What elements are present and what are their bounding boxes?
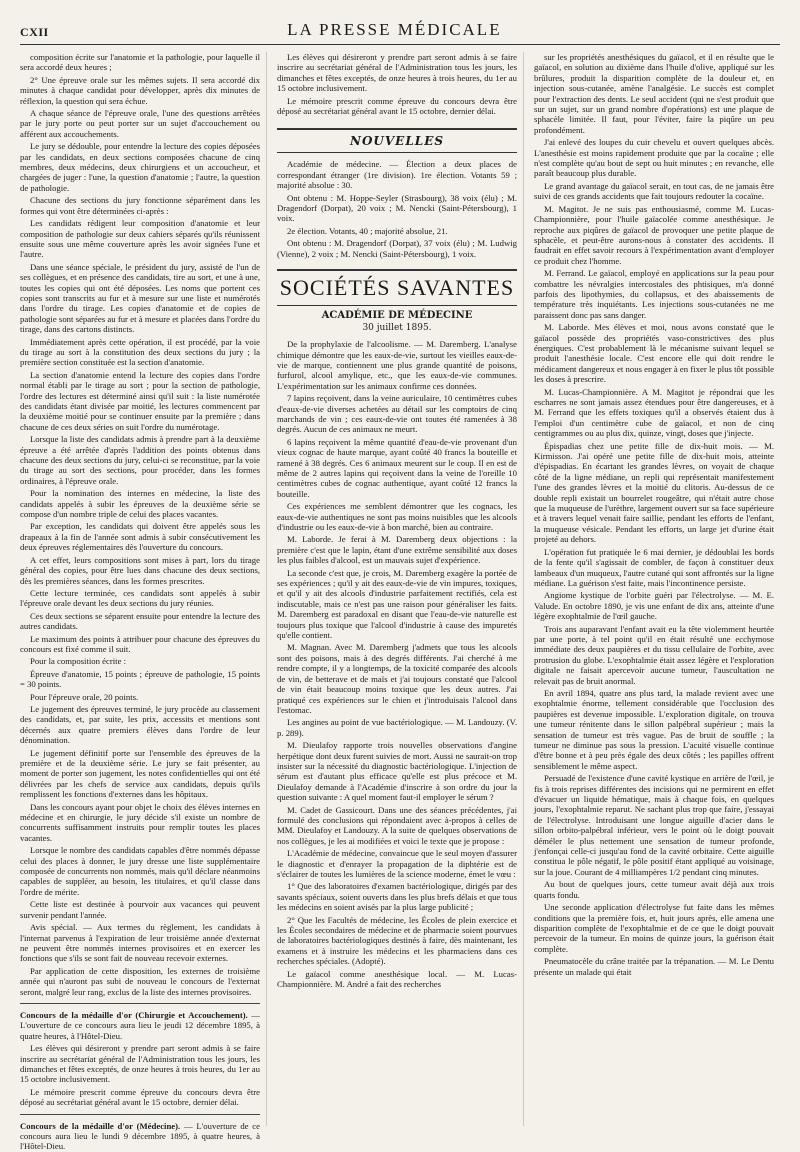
nouvelles-heading: NOUVELLES (277, 128, 517, 153)
article-paragraph: De la prophylaxie de l'alcoolisme. — M. Daremberg. L'analyse chimique démontre que les eaux-de-vie, surtout les vieilles eaux-de-vie de marque, contiennent une plus grande quantité de poisons, furfurol, alcool amylique, etc., que les eaux-de-vie communes. L'expérimentation sur les animaux confirme ces données. (277, 339, 517, 391)
divider (20, 1114, 260, 1115)
concours-chirurgie-inscription: Les élèves qui désireront y prendre part seront admis à se faire inscrire au secrétariat général de l'Administration tous les jours, les dimanches et fêtes exceptés, de onze heures à trois heures, du 1er au 15 octobre inclusivement. (20, 1043, 260, 1085)
article-paragraph: Le jury se dédouble, pour entendre la lecture des copies déposées par les candidats, en deux sections composées chacune de cinq membres, deux médecins, deux chirurgiens et un accoucheur, et chargées de juger : l'une, la question d'anatomie ; l'autre, la question de pathologie. (20, 141, 260, 193)
article-paragraph: J'ai enlevé des loupes du cuir chevelu et ouvert quelques abcès. L'anesthésie est moins rapidement produite que par la cocaïne ; elle n'est complète qu'au bout de sept ou huit minutes ; en revanche, elle paraît beaucoup plus durable. (534, 137, 774, 179)
article-paragraph: 7 lapins reçoivent, dans la veine auriculaire, 10 centimètres cubes d'eaux-de-vie diverses achetées au détail sur les comptoirs de cinq marchands de vin ; ces eaux-de-vie ont toutes été ramenées à 38 degrés. Aucun de ces animaux ne meurt. (277, 393, 517, 435)
article-paragraph: M. Magitot. Je ne suis pas enthousiasmé, comme M. Lucas-Championnière, pour l'huile gaïacolée comme anesthésique. Je reproche aux piqûres de gaïacol de provoquer une petite plaque de sphacèle, et peut-être aurons-nous à constater des accidents. Il faudrait en effet savoir recours à l'expérimentation avant d'employer ce produit chez l'homme. (534, 203, 774, 266)
article-paragraph: Pour la nomination des internes en médecine, la liste des candidats appelés à subir les épreuves de la deuxième série se compose d'un nombre triple de celui des places vacantes. (20, 488, 260, 520)
article-paragraph: M. Dieulafoy rapporte trois nouvelles observations d'angine herpétique dont deux furent suivies de mort. Aussi ne saurait-on trop insister sur la nécessité du diagnostic bactériologique. L'injection de sérum est d'autant plus efficace qu'elle est plus précoce et M. Dieulafoy demande à l'Académie d'inscrire à son ordre du jour la question suivante : A quel moment faut-il employer le sérum ? (277, 740, 517, 803)
article-paragraph: Ces expériences me semblent démontrer que les cognacs, les eaux-de-vie authentiques ne sont pas moins nuisibles que les alcools d'industrie ou les eaux-de-vie à bon marché, bien au contraire. (277, 501, 517, 532)
article-paragraph: Le jugement des épreuves terminé, le jury procède au classement des candidats, et, par suite, les prix, accessits et mentions sont décernés aux quatre premiers élèves dans l'ordre de leur dénomination. (20, 703, 260, 746)
column-right-paragraphs (534, 52, 774, 977)
article-paragraph: Les angines au point de vue bactériologique. — M. Landouzy. (V. p. 289). (277, 717, 517, 738)
nouvelles-paragraph: 2e élection. Votants, 40 ; majorité absolue, 21. (287, 225, 448, 236)
article-paragraph: Immédiatement après cette opération, il est procédé, par la voie du tirage au sort à la constitution des deux sections du jury ; la première section constituée est la section d'anatomie. (20, 336, 260, 368)
article-paragraph: L'Académie de médecine, convaincue que le seul moyen d'assurer le diagnostic et d'enrayer la propagation de la diphtérie est de s'éclairer de toutes les lumières de la science moderne, émet le vœu : (277, 848, 517, 879)
article-paragraph: La section d'anatomie entend la lecture des copies dans l'ordre normal établi par le tirage au sort ; pour la section de pathologie, l'ordre des lectures est déterminé ainsi qu'il suit : la liste numérotée des candidats étant divisée par moitié, les lectures commencent par la deuxième moitié pour se continuer ensuite par la première ; dans chacune de ces deux séries on suit l'ordre du numérotage. (20, 369, 260, 432)
article-paragraph: sur les propriétés anesthésiques du gaïacol, et il en résulte que le gaïacol, en solution au dixième dans l'huile d'olive, appliqué sur les brûlures, produit la disparition complète de la douleur et, en injection sous-cutanée, amène l'analgésie. Le succès est complet pour l'extraction des dents. Le seul accident (qui ne s'est produit que sur un sujet, sur un grand nombre d'opérations) est une plaque de sphacèle limitée. Il faut, pour l'éviter, faire la piqûre un peu profondément. (534, 52, 774, 135)
article-paragraph: Dans une séance spéciale, le président du jury, assisté de l'un de ses collègues, et en présence des candidats, tire au sort, et une à une, toutes les copies qui ont été déposées. Les noms que portent ces copies sont transcrits au fur et à mesure sur une liste et numérotés dans l'ordre du tirage. Les copies d'anatomie et de copies de pathologie sont séparées au fur et à mesure et placées dans l'ordre du tirage, dans des cartons distincts. (20, 261, 260, 335)
article-paragraph: M. Laborde. Mes élèves et moi, nous avons constaté que le gaïacol possède des propriétés vaso-constrictives des plus énergiques. C'est probablement là le mécanisme suivant lequel se produit l'anesthésie locale. C'est encore elle qui doit rendre le médicament dangereux et nous engager à en fixer le plus tôt possible les doses à prescrire. (534, 322, 774, 385)
article-paragraph: Le gaïacol comme anesthésique local. — M. Lucas-Championnière. M. André a fait des recherches (277, 968, 517, 990)
article-paragraph: Dans les concours ayant pour objet le choix des élèves internes en médecine et en chirurgie, le jury décide s'il existe un nombre de concurrents suffisamment instruits pour remplir toutes les places vacantes. (20, 801, 260, 843)
article-paragraph: Épreuve d'anatomie, 15 points ; épreuve de pathologie, 15 points = 30 points. (20, 668, 260, 690)
article-paragraph: M. Magnan. Avec M. Daremberg j'admets que tous les alcools sont des poisons, mais à des degrés différents. J'ai cherché à me rendre compte, il y a longtemps, de la toxicité comparée des alcools de vin, de betterave et de maïs et j'ai toujours constaté que l'alcool de vin était beaucoup moins toxique que les deux autres. J'ai pratiqué ces expériences sur le chien et j'introduisais l'alcool dans l'estomac. (277, 642, 517, 715)
article-paragraph: A chaque séance de l'épreuve orale, l'une des questions arrêtées par le jury porte ou peut porter sur un sujet d'accouchement ou afférent aux accouchements. (20, 108, 260, 139)
journal-title: LA PRESSE MÉDICALE (287, 20, 502, 39)
societes-savantes-heading: SOCIÉTÉS SAVANTES (277, 269, 517, 306)
article-paragraph: 6 lapins reçoivent la même quantité d'eau-de-vie provenant d'un vieux cognac de haute marque, ayant coûté 40 francs la bouteille et ramené à 38 degrés. Ces 6 animaux meurent sur le coup. Il en est de même de 2 autres lapins qui reçoivent dans la veine de l'oreille 10 centimètres cubes de cognac authentique, ayant coûté 12 francs la bouteille. (277, 436, 517, 499)
article-paragraph: Épispadias chez une petite fille de dix-huit mois. — M. Kirmisson. J'ai opéré une petite fille de dix-huit mois, atteinte d'épispadias. En écartant les grandes lèvres, on voyait de chaque côté de la ligne médiane, un repli qui représentait manifestement l'une des grandes lèvres et la moitié du clitoris. Au-dessus de ce double repli existait un bourrelet rougeâtre, qui n'était autre chose que la muqueuse de l'urèthre, largement ouvert sur sa face supérieure et à travers lequel venait faire saillie, pendant les efforts de l'enfant, la muqueuse vésicale. Pendant les efforts, un large jet d'urine était projeté au dehors. (534, 440, 774, 545)
concours-medecine-title: Concours de la médaille d'or (Médecine). (20, 1120, 181, 1131)
divider (20, 1003, 260, 1004)
article-paragraph: Le jugement définitif porte sur l'ensemble des épreuves de la première et de la deuxième série. Le jury se fait présenter, au moment de porter son jugement, les notes confidentielles qui ont été délivrées par les chefs de service aux candidats, depuis qu'ils remplissent les fonctions d'externes dans les hôpitaux. (20, 747, 260, 800)
article-paragraph: composition écrite sur l'anatomie et la pathologie, pour laquelle il sera accordé deux heures ; (20, 52, 260, 73)
article-paragraph: M. Ferrand. Le gaïacol, employé en applications sur la peau pour combattre les névralgies intercostales des phtisiques, m'a donné parfois des lipothymies, du collapsus, et des abaissements de température très inquiétants. Les injections sous-cutanées ne me paraissent donc pas sans danger. (534, 268, 774, 320)
concours-chirurgie-text: — L'ouverture de ce concours aura lieu le jeudi 12 décembre 1895, à quatre heures, à l'Hôtel-Dieu. (20, 1009, 260, 1041)
column-left-paragraphs (20, 52, 260, 997)
article-paragraph: Cette lecture terminée, ces candidats sont appelés à subir l'épreuve orale devant les deux sections du jury réunies. (20, 587, 260, 609)
article-paragraph: Les candidats rédigent leur composition d'anatomie et leur composition de pathologie sur deux cahiers séparés qu'ils réunissent ensuite sous une même couverture après les avoir signées l'une et l'autre. (20, 218, 260, 260)
column-middle (277, 52, 524, 1126)
column-middle-paragraphs (277, 339, 517, 989)
article-paragraph: Chacune des sections du jury fonctionne séparément dans les formes qui vont être déterminées ci-après : (20, 195, 260, 216)
seance-date: 30 juillet 1895. (362, 323, 432, 334)
article-paragraph: A cet effet, leurs compositions sont mises à part, lors du tirage général des copies, pour être lues dans chacune des deux sections, dès les premières séances, dans les formes prescrites. (20, 554, 260, 586)
article-paragraph: La seconde c'est que, je crois, M. Daremberg exagère la portée de ses expériences ; qu'il y ait des eaux-de-vie de vin impures, toxiques, et qu'il y ait des alcools d'industrie parfaitement rectifiés, cela est indiscutable, mais ce n'est pas une raison pour généraliser les faits. M. Daremberg est paradoxal en disant que l'eau-de-vie naturelle est toujours plus toxique que l'alcool d'industrie à cause des impuretés qu'elle contient. (277, 567, 517, 641)
article-paragraph: Une seconde application d'électrolyse fut faite dans les mêmes conditions que la première fois, et, huit jours après, elle amena une disparition complète de l'exophtalmie et de ce que le doigt pouvait percevoir de la tumeur. En moins de quinze jours, la guérison était complète. (534, 902, 774, 954)
article-paragraph: Ces deux sections se séparent ensuite pour entendre la lecture des autres candidats. (20, 610, 260, 632)
column-left (20, 52, 267, 1152)
article-paragraph: Pneumatocèle du crâne traitée par la trépanation. — M. Le Dentu présente un malade qui était (534, 956, 774, 977)
article-paragraph: Avis spécial. — Aux termes du règlement, les candidats à l'internat parvenus à l'expiration de leur troisième année d'externat ne peuvent être nommés internes provisoires et en exercer les fonctions que s'ils se sont fait de nouveau recevoir externes. (20, 922, 260, 964)
article-paragraph: M. Laborde. Je ferai à M. Daremberg deux objections : la première c'est que le lapin, étant d'une extrême sensibilité aux doses les plus faibles d'alcool, est un mauvais sujet d'expérience. (277, 534, 517, 566)
article-paragraph: M. Cadet de Gassicourt. Dans une des séances précédentes, j'ai formulé des conclusions qui répondaient avec à-propos à celles de MM. Dieulafoy et Landouzy. A la suite de quelques observations de nos collègues, je les ai modifiées et voici le texte que je propose : (277, 804, 517, 846)
article-paragraph: L'opération fut pratiquée le 6 mai dernier, je dédoublai les bords de la fente qu'il s'agissait de combler, de façon à constituer deux lambeaux d'un muqueux, l'autre cutané qui sont affrontés sur la ligne médiane. La guérison s'est faite, mais l'incontinence persiste. (534, 546, 774, 588)
academie-heading: ACADÉMIE DE MÉDECINE (321, 310, 473, 322)
article-paragraph: Pour la composition écrite : (30, 656, 127, 667)
article-paragraph: Angiome kystique de l'orbite guéri par l'électrolyse. — M. E. Valude. En octobre 1890, je vis une enfant de dix ans, atteinte d'une légère exophtalmie de l'œil gauche. (534, 590, 774, 622)
nouvelles-items (277, 159, 517, 259)
nouvelles-paragraph: Académie de médecine. — Élection a deux places de correspondant étranger (1re division). 1re élection. Votants 59 ; majorité absolue : 30. (277, 159, 517, 191)
article-paragraph: 2° Que les Facultés de médecine, les Écoles de plein exercice et les Écoles secondaires de médecine et de pharmacie soient pourvues de laboratoires bactériologiques destinés à faire, dès maintenant, les examens et à instruire les médecins et les pharmaciens dans ces recherches spéciales. (Adopté). (277, 914, 517, 967)
article-paragraph: Par exception, les candidats qui doivent être appelés sous les drapeaux à la fin de l'année sont admis à subir consécutivement les deux épreuves réglementaires dès l'ouverture du concours. (20, 521, 260, 553)
concours-medecine (20, 1121, 260, 1152)
concours-chirurgie (20, 1010, 260, 1041)
article-paragraph: Le maximum des points à attribuer pour chacune des épreuves du concours est fixé comme il suit. (20, 633, 260, 654)
article-paragraph: 1° Que des laboratoires d'examen bactériologique, dirigés par des savants spéciaux, soient ouverts dans les plus brefs délais et que tous les médecins en soient avisés par la plus large publicité ; (277, 881, 517, 913)
article-paragraph: Lorsque la liste des candidats admis à prendre part à la deuxième épreuve a été arrêtée d'après l'addition des points obtenus dans chacune des deux sections du jury, celui-ci se reconstitue, par la voie du tirage au sort des sections, pour procéder, dans les formes ordinaires, à l'épreuve orale. (20, 434, 260, 486)
intro-paragraph: Le mémoire prescrit comme épreuve du concours devra être déposé au secrétariat général avant le 15 octobre, dernier délai. (277, 95, 517, 117)
article-paragraph: En avril 1894, quatre ans plus tard, la malade revient avec une exophtalmie énorme, tellement considérable que l'occlusion des paupières est devenue impossible. L'exploration digitale, on trouva une tumeur rénitente dans le sillon palpébral supérieur ; mais la sensation de tumeur est très vague. Pas de bruit de souffle ; la tumeur ne diminue pas sous la pression. L'acuité visuelle continue d'être bonne et à peu près égale des deux côtés ; les papilles offrent sensiblement le même aspect. (534, 687, 774, 771)
nouvelles-paragraph: Ont obtenu : M. Hoppe-Seyler (Strasbourg), 38 voix (élu) ; M. Dragendorf (Dorpat), 20 voix ; M. Nencki (Saint-Pétersbourg), 1 voix. (277, 192, 517, 224)
article-paragraph: Trois ans auparavant l'enfant avait eu la tête violemment heurtée par une porte, à tel point qu'il en était résulté une ecchymose immédiate des deux paupières et du tissu cellulaire de l'orbite, avec protrusion du globe. L'exophtalmie était assez légère et l'exploration digitale ne faisait apercevoir aucune tumeur, l'auscultation ne relevait pas de bruit anormal. (534, 623, 774, 686)
article-paragraph: Par application de cette disposition, les externes de troisième année qui n'auront pas subi de nouveau le concours de l'externat seront, malgré leur rang, exclus de la liste des internes provisoires. (20, 965, 260, 997)
article-paragraph: 2° Une épreuve orale sur les mêmes sujets. Il sera accordé dix minutes à chaque candidat pour développer, après dix minutes de réflexion, la question qui sera échue. (20, 74, 260, 106)
concours-chirurgie-memoire: Le mémoire prescrit comme épreuve du concours devra être déposé au secrétariat général avant le 15 octobre, dernier délai. (20, 1086, 260, 1108)
concours-medecine-text: — L'ouverture de ce concours aura lieu le lundi 9 décembre 1895, à quatre heures, à l'Hôtel-Dieu. (20, 1120, 260, 1152)
nouvelles-paragraph: Ont obtenu : M. Dragendorf (Dorpat), 37 voix (élu) ; M. Ludwig (Vienne), 2 voix ; M. Nencki (Saint-Pétersbourg), 1 voix. (277, 238, 517, 259)
article-columns (20, 52, 780, 1152)
article-paragraph: Lorsque le nombre des candidats capables d'être nommés dépasse celui des places à donner, le jury dresse une liste supplémentaire composée de concurrents non nommés, mais qu'il déclare néanmoins capables de suppléer, au besoin, les titulaires, et qu'il classe dans l'ordre de mérite. (20, 845, 260, 897)
article-paragraph: Cette liste est destinée à pourvoir aux vacances qui peuvent survenir pendant l'année. (20, 899, 260, 920)
concours-chirurgie-title: Concours de la médaille d'or (Chirurgie et Accouchement). (20, 1009, 248, 1020)
column-right (534, 52, 780, 1126)
article-paragraph: Pour l'épreuve orale, 20 points. (30, 691, 139, 702)
intro-paragraph: Les élèves qui désireront y prendre part seront admis à se faire inscrire au secrétariat général de l'Administration tous les jours, les dimanches et fêtes exceptés, de onze heures à trois heures, du 1er au 15 octobre inclusivement. (277, 52, 517, 94)
article-paragraph: Le grand avantage du gaïacol serait, en tout cas, de ne jamais être suivi de ces grands accidents que fait toujours redouter la cocaïne. (534, 180, 774, 202)
article-paragraph: M. Lucas-Championnière. A M. Magitot je répondrai que les escharres ne sont jamais assez étendues pour être dangereuses, et à M. Ferrand que les effets toxiques qu'il a observés étaient dus à l'emploi d'un centimètre cube de gaïacol, et non de cinq centigrammes ou au plus dix, quinze, vingt, doses que j'injecte. (534, 386, 774, 439)
article-paragraph: Persuadé de l'existence d'une cavité kystique en arrière de l'œil, je fis à trois reprises différentes des incisions qui ne permirent en effet d'évacuer un liquide hématique, mais à chaque fois, en quelques jours, l'exophtalmie reparut. Ne sachant plus trop que faire, j'essayai de l'électrolyse. Introduisant une longue aiguille d'acier dans le sillon orbito-palpébral inférieur, vers le point où le doigt pouvait déméler le plus nettement une sensation de tumeur profonde, j'enfonçai celle-ci jusqu'au fond de la cavité orbitaire. Cette aiguille constitua le pôle négatif, le pôle positif étant appliqué au voisinage, sur la joue. Courant de 4 milliampères 1/2 pendant cinq minutes. (534, 773, 774, 877)
page-header (20, 0, 780, 45)
page-number: CXII (20, 25, 49, 39)
article-paragraph: Au bout de quelques jours, cette tumeur avait déjà aux trois quarts fondu. (534, 879, 774, 900)
